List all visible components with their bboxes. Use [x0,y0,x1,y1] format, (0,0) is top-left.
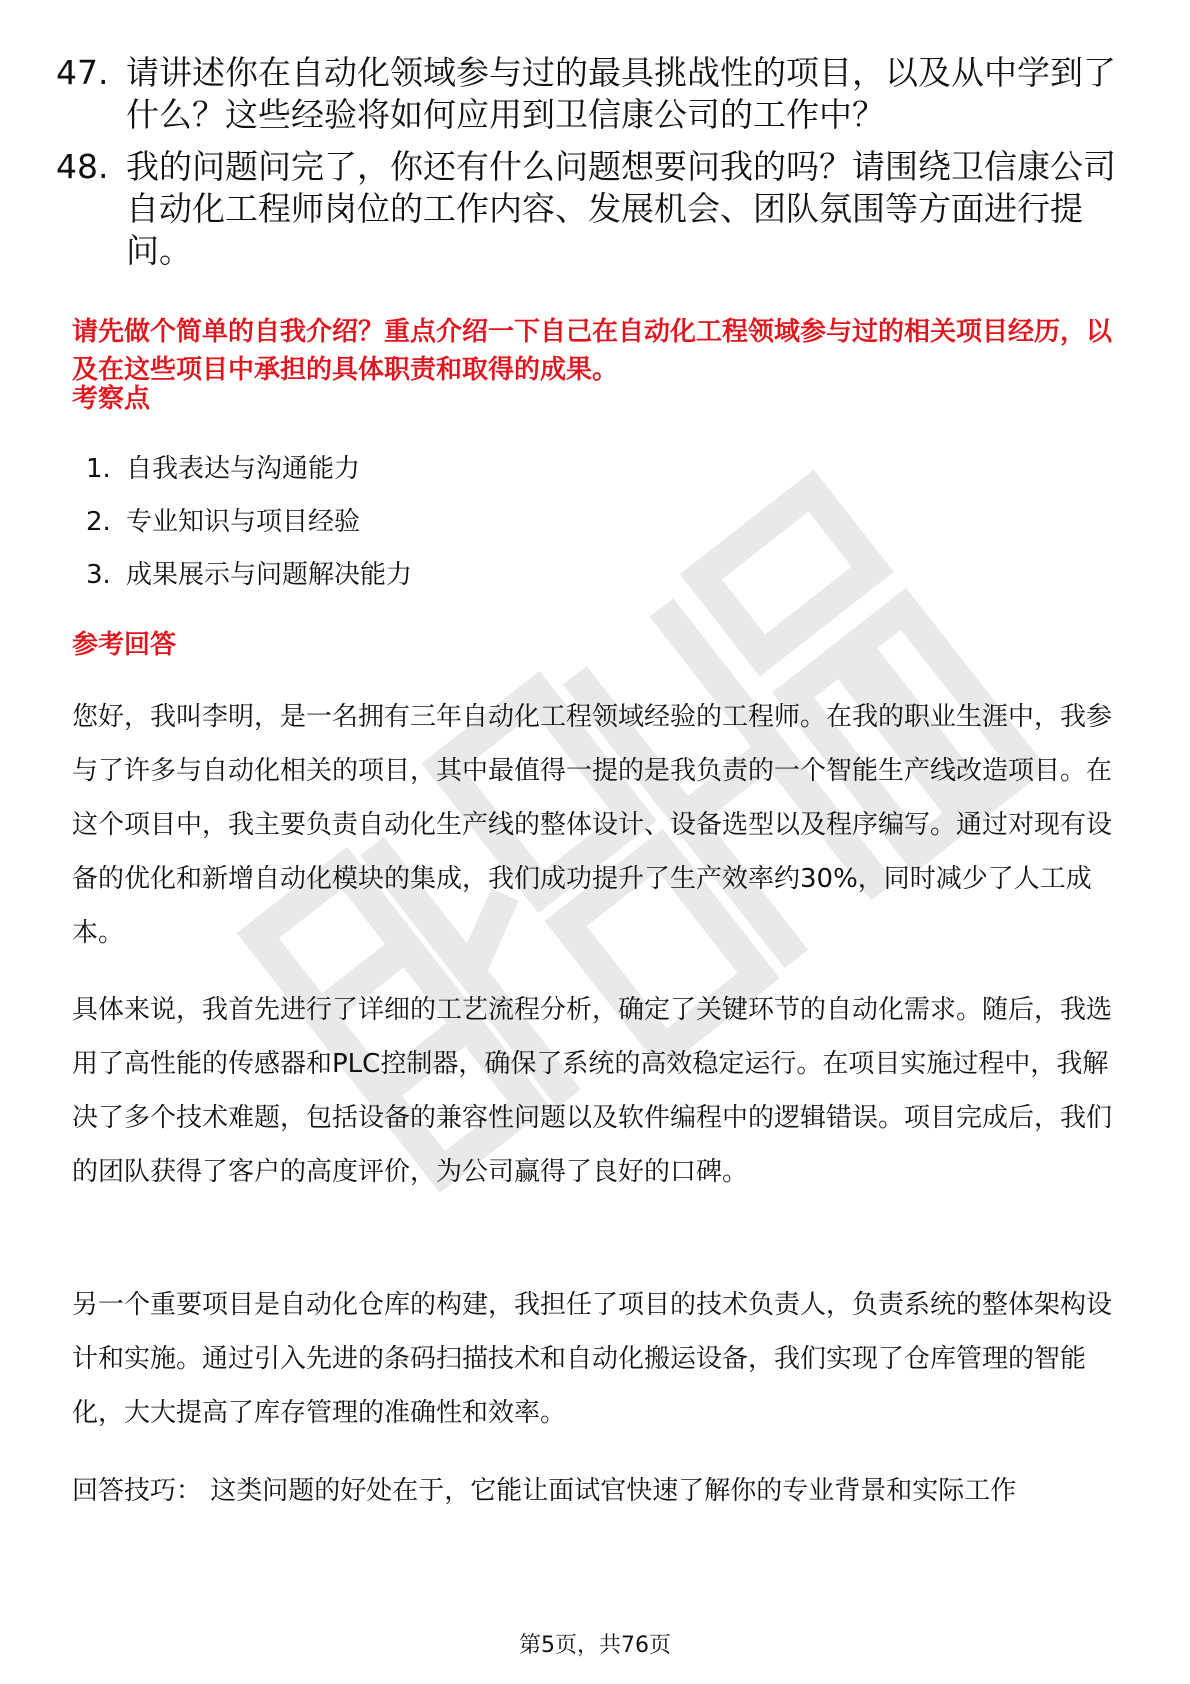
point-text: 专业知识与项目经验 [126,507,361,537]
point-number: 3. [86,560,111,590]
point-number: 2. [86,507,111,537]
answer-paragraph: 另一个重要项目是自动化仓库的构建，我担任了项目的技术负责人，负责系统的整体架构设计和实施。通过引入先进的条码扫描技术和自动化搬运设备，我们实现了仓库管理的智能化，大大提高了库存管理的准确性和效率。 [72,1290,1113,1428]
answer-title: 参考回答 [72,630,177,660]
question-text: 请讲述你在自动化领域参与过的最具挑战性的项目，以及从中学到了什么？这些经验将如何应用到卫信康公司的工作中？ [126,53,1116,134]
question-text: 我的问题问完了，你还有什么问题想要问我的吗？请围绕卫信康公司自动化工程师岗位的工作内容、发展机会、团队氛围等方面进行提问。 [126,147,1116,270]
assessment-title: 考察点 [72,384,151,414]
assessment-point [86,558,412,592]
highlight-question: 请先做个简单的自我介绍？重点介绍一下自己在自动化工程领域参与过的相关项目经历，以及在这些项目中承担的具体职责和取得的成果。 [72,317,1113,385]
point-text: 自我表达与沟通能力 [126,454,361,484]
question-number: 48. [56,147,109,186]
question-item [56,146,1116,272]
assessment-point [86,505,360,539]
question-item [56,52,1116,136]
page-footer: 第5页，共76页 [519,1633,671,1658]
answer-tip: 回答技巧： 这类问题的好处在于，它能让面试官快速了解你的专业背景和实际工作 [72,1476,1017,1506]
answer-paragraph: 您好，我叫李明，是一名拥有三年自动化工程领域经验的工程师。在我的职业生涯中，我参与了许多与自动化相关的项目，其中最值得一提的是我负责的一个智能生产线改造项目。在这个项目中，我主要负责自动化生产线的整体设计、设备选型以及程序编写。通过对现有设备的优化和新增自动化模块的集成，我们成功提升了生产效率约30%，同时减少了人工成本。 [72,702,1113,948]
point-number: 1. [86,454,111,484]
answer-paragraph: 具体来说，我首先进行了详细的工艺流程分析，确定了关键环节的自动化需求。随后，我选用了高性能的传感器和PLC控制器，确保了系统的高效稳定运行。在项目实施过程中，我解决了多个技术难题，包括设备的兼容性问题以及软件编程中的逻辑错误。项目完成后，我们的团队获得了客户的高度评价，为公司赢得了良好的口碑。 [72,995,1113,1187]
question-number: 47. [56,53,109,92]
point-text: 成果展示与问题解决能力 [126,560,413,590]
assessment-point [86,452,360,486]
